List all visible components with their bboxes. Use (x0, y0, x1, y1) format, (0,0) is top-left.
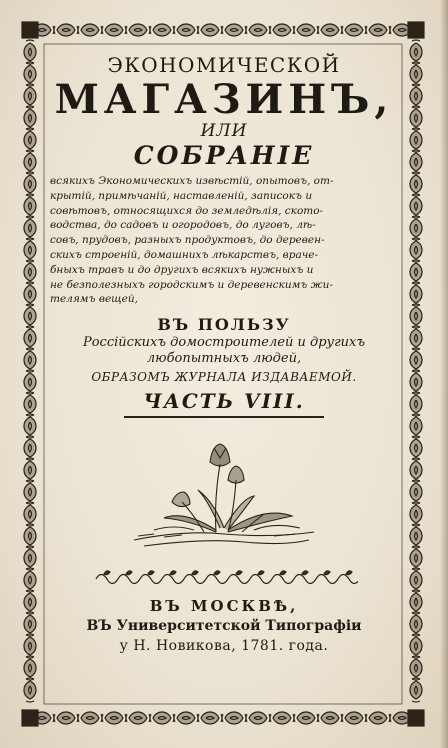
audience-line-2: любопытныхъ людей, (146, 351, 302, 367)
description-line: совѣтовъ, относящихся до земледѣлія, ското- (50, 204, 324, 217)
imprint-press: ВЪ Университетской Типографіи (86, 618, 362, 634)
border-ornament (150, 712, 174, 724)
description-line: водства, до садовъ и огородовъ, до луговъ, лѣ- (50, 219, 316, 232)
vine-segment (184, 575, 206, 584)
border-ornament (410, 150, 422, 174)
border-ornament (410, 436, 422, 460)
border-ornament (410, 106, 422, 130)
border-ornament (24, 216, 36, 240)
vine-leaf (126, 571, 132, 575)
border-ornament (410, 590, 422, 614)
vine-leaf (258, 571, 264, 575)
vine-leaf (302, 571, 308, 575)
vine-leaf (214, 571, 220, 575)
border-ornament (24, 546, 36, 570)
description-line: телямъ вещей, (50, 293, 138, 306)
border-ornament (24, 678, 36, 702)
title-block (48, 50, 400, 418)
vine-segment (272, 575, 294, 584)
border-corner (408, 22, 424, 38)
border-ornament (174, 712, 198, 724)
border-ornament (24, 84, 36, 108)
audience-line: Россійскихъ домостроителей и другихъ (82, 335, 366, 351)
title-or: ИЛИ (200, 121, 248, 141)
border-ornament (366, 24, 390, 36)
vine-leaf (346, 571, 352, 575)
border-corner (408, 710, 424, 726)
description-text (50, 174, 398, 307)
border-ornament (318, 712, 342, 724)
imprint-publisher-year: у Н. Новикова, 1781. года. (119, 638, 329, 654)
border-ornament (24, 612, 36, 636)
border-ornament (410, 502, 422, 526)
border-ornament (24, 282, 36, 306)
border-ornament (24, 436, 36, 460)
border-ornament (410, 414, 422, 438)
border-ornament (410, 392, 422, 416)
border-ornament (410, 568, 422, 592)
border-ornament (24, 414, 36, 438)
border-ornament (410, 260, 422, 284)
vine-divider (90, 568, 358, 590)
border-ornament (410, 458, 422, 482)
border-ornament (410, 678, 422, 702)
border-ornament (198, 24, 222, 36)
border-ornament (246, 24, 270, 36)
border-ornament (410, 634, 422, 658)
title-economic: ЭКОНОМИЧЕСКОЙ (107, 53, 341, 77)
border-ornament (294, 712, 318, 724)
border-ornament (270, 712, 294, 724)
part-number: ЧАСТЬ VIII. (143, 389, 305, 414)
border-ornament (24, 194, 36, 218)
border-ornament (318, 24, 342, 36)
border-ornament (410, 40, 422, 64)
border-ornament (24, 502, 36, 526)
border-ornament (24, 304, 36, 328)
border-ornament (24, 524, 36, 548)
border-ornament (410, 524, 422, 548)
border-ornament (246, 712, 270, 724)
border-ornament (24, 458, 36, 482)
border-ornament (24, 40, 36, 64)
border-ornament (24, 62, 36, 86)
description-line: скихъ строеній, домашнихъ лѣкарствъ, враче- (50, 248, 319, 261)
tulip-vignette (124, 440, 324, 555)
border-ornament (410, 172, 422, 196)
border-ornament (222, 24, 246, 36)
border-ornament (24, 260, 36, 284)
border-ornament (410, 84, 422, 108)
border-ornament (410, 128, 422, 152)
border-ornament (24, 326, 36, 350)
vine-leaf (192, 571, 198, 575)
border-ornament (24, 370, 36, 394)
border-ornament (410, 612, 422, 636)
vine-segment (228, 575, 250, 584)
border-ornament (24, 480, 36, 504)
border-ornament (78, 712, 102, 724)
border-ornament (126, 24, 150, 36)
border-ornament (24, 656, 36, 680)
border-ornament (410, 546, 422, 570)
description-line: не безполезныхъ городскимъ и деревенскимъ жи- (50, 278, 333, 291)
title-magazine: МАГАЗИНЪ, (54, 76, 394, 123)
border-ornament (24, 106, 36, 130)
border-ornament (24, 348, 36, 372)
vine-segment (206, 575, 228, 584)
description-line: всякихъ Экономическихъ извѣстій, опытовъ, от- (50, 175, 334, 187)
vine-segment (96, 575, 118, 584)
border-ornament (102, 712, 126, 724)
vine-leaf (104, 571, 110, 575)
border-ornament (222, 712, 246, 724)
vine-segment (316, 575, 338, 584)
imprint-city: ВЪ МОСКВѢ, (149, 597, 299, 615)
border-ornament (270, 24, 294, 36)
vine-leaf (170, 571, 176, 575)
border-ornament (410, 62, 422, 86)
border-ornament (24, 392, 36, 416)
description-line: бныхъ травъ и до другихъ всякихъ нужныхъ и (50, 263, 314, 276)
border-ornament (410, 216, 422, 240)
border-ornament (150, 24, 174, 36)
border-ornament (410, 326, 422, 350)
for-benefit-heading: ВЪ ПОЛЬЗУ (157, 315, 291, 335)
border-ornament (174, 24, 198, 36)
border-ornament (126, 712, 150, 724)
border-ornament (410, 304, 422, 328)
border-ornament (24, 568, 36, 592)
page-edge-shadow (440, 0, 448, 748)
description-line: совъ, прудовъ, разныхъ продуктовъ, до деревен- (50, 234, 325, 247)
border-ornament (410, 370, 422, 394)
vine-leaf (280, 571, 286, 575)
border-ornament (24, 128, 36, 152)
border-ornament (24, 590, 36, 614)
vine-leaf (236, 571, 242, 575)
border-ornament (198, 712, 222, 724)
border-ornament (102, 24, 126, 36)
vine-leaf (324, 571, 330, 575)
description-line: крытій, примѣчаній, наставленій, записокъ и (50, 189, 313, 202)
border-ornament (342, 712, 366, 724)
border-ornament (410, 480, 422, 504)
vine-segment (338, 575, 358, 584)
border-ornament (78, 24, 102, 36)
vine-segment (162, 575, 184, 584)
border-corner (22, 710, 38, 726)
border-corner (22, 22, 38, 38)
divider-rule (124, 416, 324, 418)
border-ornament (410, 348, 422, 372)
imprint-block (48, 596, 400, 656)
vine-segment (294, 575, 316, 584)
border-ornament (342, 24, 366, 36)
border-ornament (410, 282, 422, 306)
vine-leaf (148, 571, 154, 575)
vine-segment (250, 575, 272, 584)
border-ornament (294, 24, 318, 36)
border-ornament (54, 24, 78, 36)
border-ornament (366, 712, 390, 724)
border-ornament (24, 634, 36, 658)
border-ornament (410, 194, 422, 218)
border-ornament (410, 238, 422, 262)
border-ornament (410, 656, 422, 680)
title-collection: СОБРАНІЕ (133, 141, 315, 170)
vine-segment (140, 575, 162, 584)
border-ornament (24, 172, 36, 196)
border-ornament (24, 238, 36, 262)
vine-segment (118, 575, 140, 584)
journal-line: ОБРАЗОМЪ ЖУРНАЛА ИЗДАВАЕМОЙ. (91, 370, 357, 385)
border-ornament (54, 712, 78, 724)
border-ornament (24, 150, 36, 174)
